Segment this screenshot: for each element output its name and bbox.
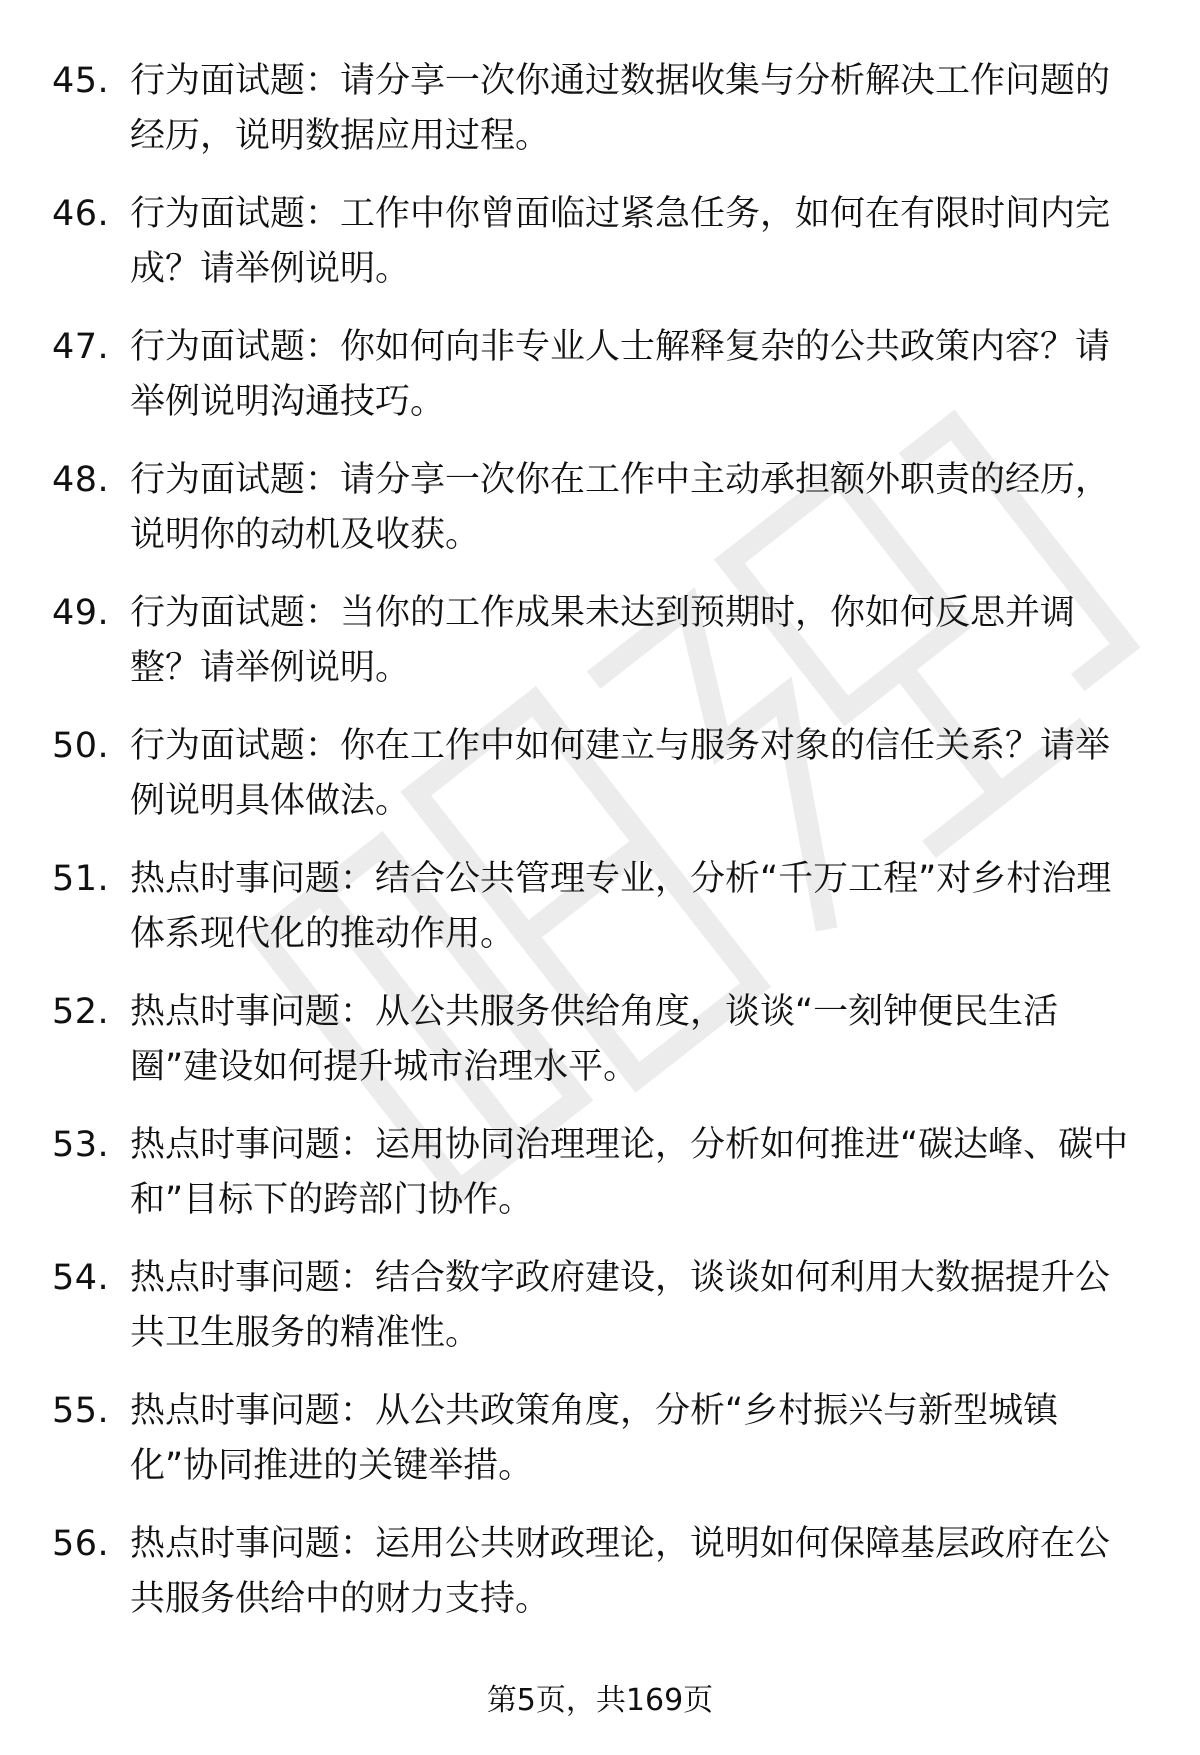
- question-text: 热点时事问题：运用协同治理理论，分析如何推进“碳达峰、碳中和”目标下的跨部门协作。: [130, 1125, 1129, 1220]
- question-number: 47.: [52, 327, 110, 367]
- question-number: 48.: [52, 460, 110, 500]
- question-text: 行为面试题：工作中你曾面临过紧急任务，如何在有限时间内完成？请举例说明。: [130, 194, 1111, 289]
- question-number: 56.: [52, 1524, 110, 1564]
- question-number: 45.: [52, 61, 110, 101]
- question-item: [0, 54, 1200, 187]
- question-item: [0, 453, 1200, 586]
- question-number: 54.: [52, 1258, 110, 1298]
- question-text: 行为面试题：你在工作中如何建立与服务对象的信任关系？请举例说明具体做法。: [130, 726, 1111, 821]
- question-item: [0, 985, 1200, 1118]
- question-list: [0, 54, 1200, 1650]
- question-text: 热点时事问题：从公共服务供给角度，谈谈“一刻钟便民生活圈”建设如何提升城市治理水平。: [130, 992, 1059, 1087]
- question-text: 行为面试题：请分享一次你通过数据收集与分析解决工作问题的经历，说明数据应用过程。: [130, 61, 1111, 156]
- question-item: [0, 1384, 1200, 1517]
- question-number: 50.: [52, 726, 110, 766]
- question-number: 46.: [52, 194, 110, 234]
- question-item: [0, 187, 1200, 320]
- question-item: [0, 1517, 1200, 1650]
- question-text: 热点时事问题：从公共政策角度，分析“乡村振兴与新型城镇化”协同推进的关键举措。: [130, 1391, 1059, 1486]
- question-item: [0, 1118, 1200, 1251]
- question-number: 55.: [52, 1391, 110, 1431]
- question-item: [0, 1251, 1200, 1384]
- question-number: 49.: [52, 593, 110, 633]
- question-text: 热点时事问题：运用公共财政理论，说明如何保障基层政府在公共服务供给中的财力支持。: [130, 1524, 1111, 1619]
- question-item: [0, 586, 1200, 719]
- question-text: 行为面试题：当你的工作成果未达到预期时，你如何反思并调整？请举例说明。: [130, 593, 1076, 688]
- question-text: 热点时事问题：结合公共管理专业，分析“千万工程”对乡村治理体系现代化的推动作用。: [130, 859, 1112, 954]
- question-item: [0, 852, 1200, 985]
- question-number: 51.: [52, 859, 110, 899]
- question-number: 53.: [52, 1125, 110, 1165]
- question-text: 热点时事问题：结合数字政府建设，谈谈如何利用大数据提升公共卫生服务的精准性。: [130, 1258, 1111, 1353]
- question-text: 行为面试题：你如何向非专业人士解释复杂的公共政策内容？请举例说明沟通技巧。: [130, 327, 1111, 422]
- question-item: [0, 719, 1200, 852]
- question-item: [0, 320, 1200, 453]
- page-footer: 第5页，共169页: [486, 1683, 714, 1718]
- question-text: 行为面试题：请分享一次你在工作中主动承担额外职责的经历，说明你的动机及收获。: [130, 460, 1111, 555]
- question-number: 52.: [52, 992, 110, 1032]
